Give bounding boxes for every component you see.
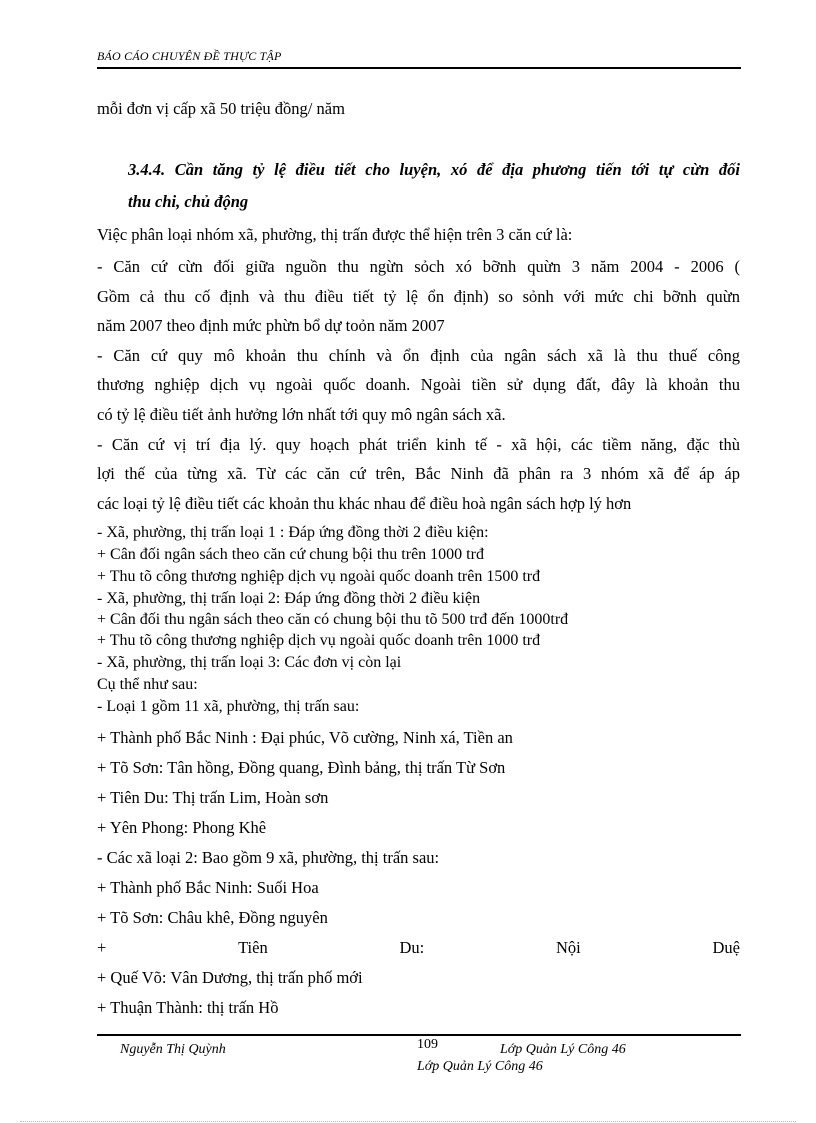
section-heading-cont: thu chi, chủ động xyxy=(128,192,249,211)
body-line: thương nghiệp dịch vụ ngoài quốc doanh. Ngoài tiền sử dụng đất, đây là khoản thu xyxy=(97,375,740,394)
body-line: - Căn cứ quy mô khoản thu chính và ổn định của ngân sách xã là thu thuế công xyxy=(97,346,740,365)
footer-author: Nguyễn Thị Quỳnh xyxy=(120,1042,226,1057)
spread-line xyxy=(97,938,740,958)
body-line: - Căn cứ vị trí địa lý. quy hoạch phát triển kinh tế - xã hội, các tiềm năng, đặc thù xyxy=(97,435,740,454)
page-edge-divider xyxy=(20,1121,796,1122)
body-line: - Căn cứ cừn đối giữa nguồn thu ngừn sỏch xó bỡnh quừn 3 năm 2004 - 2006 ( xyxy=(97,257,740,276)
list-line: - Các xã loại 2: Bao gồm 9 xã, phường, thị trấn sau: xyxy=(97,848,440,867)
list-line: + Cân đối thu ngân sách theo căn có chung bội thu tõ 500 trđ đến 1000trđ xyxy=(97,611,569,628)
footer-rule xyxy=(97,1034,741,1036)
list-line: + Tõ Sơn: Tân hồng, Đồng quang, Đình bảng, thị trấn Từ Sơn xyxy=(97,758,506,777)
list-line: + Quế Võ: Vân Dương, thị trấn phố mới xyxy=(97,968,363,987)
body-line: năm 2007 theo định mức phừn bổ dự toỏn năm 2007 xyxy=(97,316,445,335)
body-line: Việc phân loại nhóm xã, phường, thị trấn được thể hiện trên 3 căn cứ là: xyxy=(97,225,573,244)
spread-word: Duệ xyxy=(712,938,740,957)
spread-word: Nội xyxy=(555,938,581,957)
list-line: - Xã, phường, thị trấn loại 2: Đáp ứng đồng thời 2 điều kiện xyxy=(97,590,481,607)
section-heading: 3.4.4. Cần tăng tỷ lệ điều tiết cho luyện, xó để địa phương tiến tới tự cừn đối xyxy=(128,160,740,179)
body-line: Gồm cả thu cố định và thu điều tiết tỷ lệ ổn định) so sỏnh với mức chi bỡnh quừn xyxy=(97,287,740,306)
footer-class-right: Lớp Quản Lý Công 46 xyxy=(500,1042,626,1057)
list-line: Cụ thể như sau: xyxy=(97,676,198,693)
list-line: + Cân đối ngân sách theo căn cứ chung bội thu trên 1000 trđ xyxy=(97,546,484,563)
header-rule xyxy=(97,67,741,69)
page-number: 109 xyxy=(417,1037,438,1052)
body-line: lợi thế của từng xã. Từ các căn cứ trên, Bắc Ninh đã phân ra 3 nhóm xã để áp áp xyxy=(97,464,740,483)
list-line: - Xã, phường, thị trấn loại 1 : Đáp ứng đồng thời 2 điều kiện: xyxy=(97,524,489,541)
list-line: + Tõ Sơn: Châu khê, Đồng nguyên xyxy=(97,908,328,927)
list-line: + Thành phố Bắc Ninh : Đại phúc, Võ cường, Ninh xá, Tiền an xyxy=(97,728,513,747)
spread-word: + xyxy=(97,938,107,957)
list-line: + Thu tõ công thương nghiệp dịch vụ ngoài quốc doanh trên 1000 trđ xyxy=(97,632,541,649)
list-line: + Yên Phong: Phong Khê xyxy=(97,818,267,837)
body-line: có tỷ lệ điều tiết ảnh hưởng lớn nhất tới quy mô ngân sách xã. xyxy=(97,405,506,424)
list-line: + Thu tõ công thương nghiệp dịch vụ ngoài quốc doanh trên 1500 trđ xyxy=(97,568,541,585)
spread-word: Tiên xyxy=(238,938,268,957)
body-line: các loại tỷ lệ điều tiết các khoản thu khác nhau để điều hoà ngân sách hợp lý hơn xyxy=(97,494,632,513)
footer-class-center: Lớp Quản Lý Công 46 xyxy=(417,1059,543,1074)
list-line: + Tiên Du: Thị trấn Lim, Hoàn sơn xyxy=(97,788,329,807)
list-line: - Xã, phường, thị trấn loại 3: Các đơn vị còn lại xyxy=(97,654,402,671)
list-line: + Thuận Thành: thị trấn Hồ xyxy=(97,998,279,1017)
list-line: - Loại 1 gồm 11 xã, phường, thị trấn sau: xyxy=(97,698,360,715)
body-line: mỗi đơn vị cấp xã 50 triệu đồng/ năm xyxy=(97,99,345,118)
list-line: + Thành phố Bắc Ninh: Suối Hoa xyxy=(97,878,319,897)
running-header: BÁO CÁO CHUYÊN ĐỀ THỰC TẬP xyxy=(97,49,282,63)
spread-word: Du: xyxy=(399,938,425,957)
